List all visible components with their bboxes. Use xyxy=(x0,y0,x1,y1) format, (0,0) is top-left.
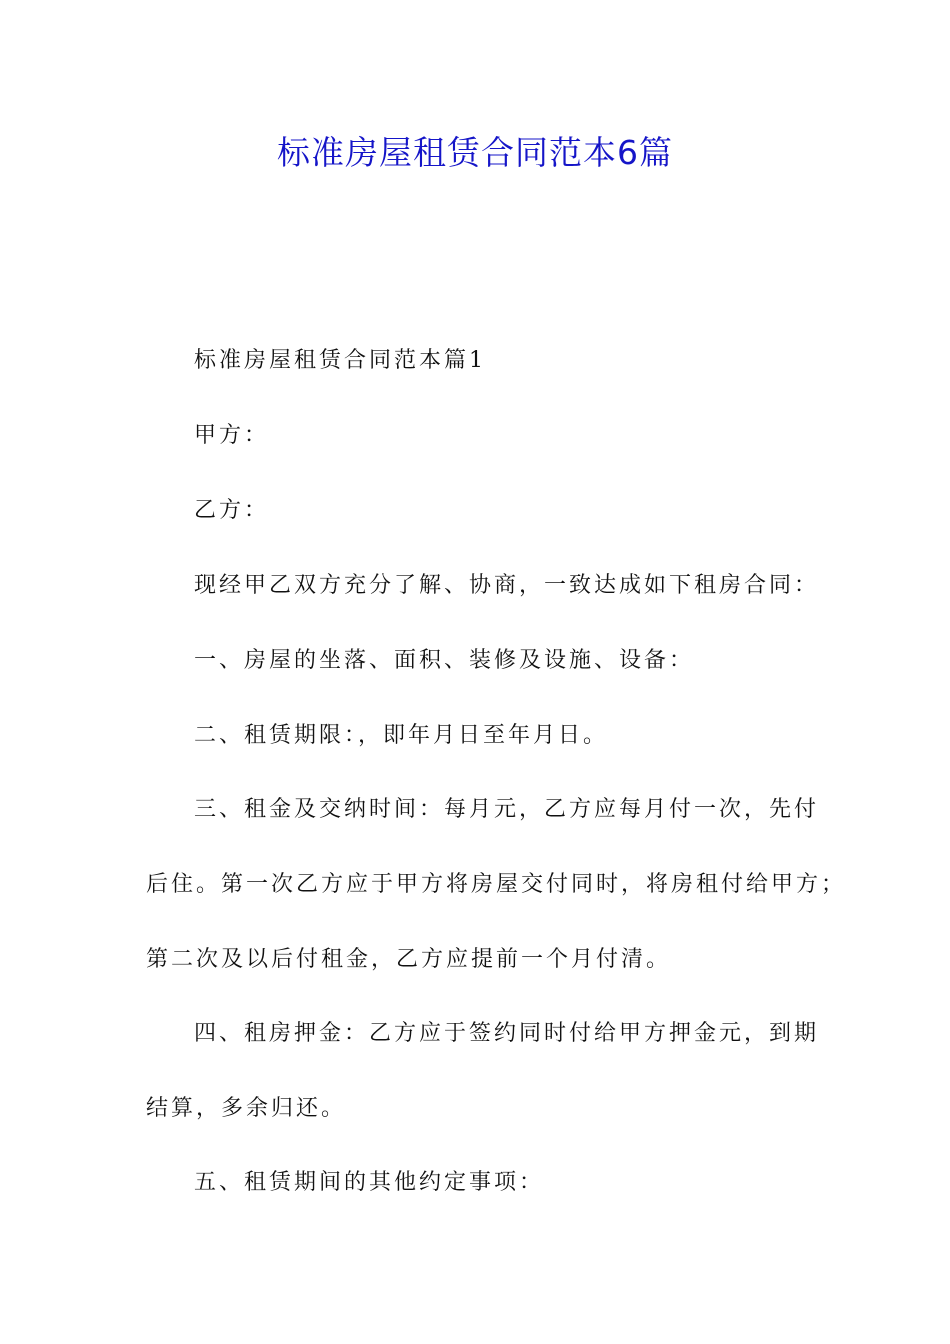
clause-2: 二、租赁期限：，即年月日至年月日。 xyxy=(194,723,609,748)
clause-5: 五、租赁期间的其他约定事项： xyxy=(194,1170,545,1195)
clause-3-line-2: 后住。第一次乙方应于甲方将房屋交付同时，将房租付给甲方； xyxy=(146,872,847,897)
clause-4-line-2: 结算，多余归还。 xyxy=(146,1096,347,1121)
clause-3-line-1: 三、租金及交纳时间：每月元，乙方应每月付一次，先付 xyxy=(194,797,820,822)
clause-1: 一、房屋的坐落、面积、装修及设施、设备： xyxy=(194,648,695,673)
party-a-label: 甲方： xyxy=(194,423,270,448)
party-b-label: 乙方： xyxy=(194,498,270,523)
section-heading: 标准房屋租赁合同范本篇1 xyxy=(194,348,486,373)
clause-4-line-1: 四、租房押金：乙方应于签约同时付给甲方押金元，到期 xyxy=(194,1021,820,1046)
document-title: 标准房屋租赁合同范本6篇 xyxy=(277,133,673,172)
intro-paragraph: 现经甲乙双方充分了解、协商，一致达成如下租房合同： xyxy=(194,573,820,598)
clause-3-line-3: 第二次及以后付租金，乙方应提前一个月付清。 xyxy=(146,947,672,972)
